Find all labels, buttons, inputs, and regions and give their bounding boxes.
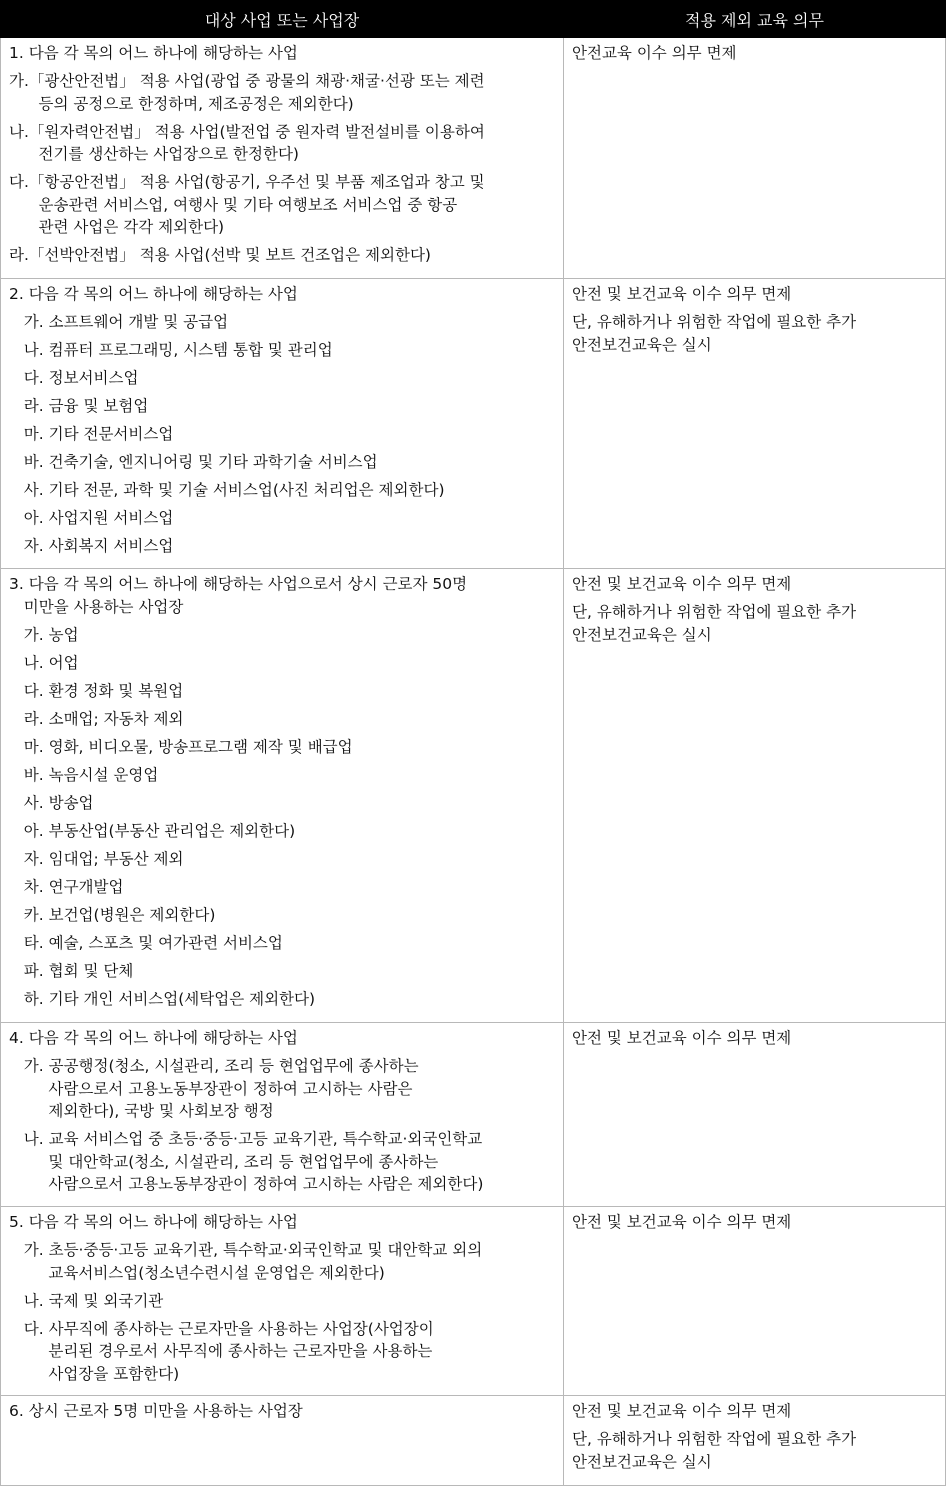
text-line: 안전보건교육은 실시 <box>572 1452 712 1471</box>
text-line: 안전교육 이수 의무 면제 <box>572 44 737 62</box>
text-line: 나. 국제 및 외국기관 <box>9 1291 164 1310</box>
text-line: 전기를 생산하는 사업장으로 한정한다) <box>9 145 299 163</box>
business-item <box>9 573 557 618</box>
business-item <box>9 283 557 306</box>
target-business-cell <box>1 1207 564 1396</box>
text-line: 자. 사회복지 서비스업 <box>9 537 174 555</box>
business-item <box>9 1055 557 1123</box>
text-line: 나.「원자력안전법」 적용 사업(발전업 중 원자력 발전설비를 이용하여 <box>9 122 485 141</box>
business-item <box>9 1400 557 1423</box>
business-item <box>9 1027 557 1050</box>
text-line: 단, 유해하거나 위험한 작업에 필요한 추가 <box>572 313 857 331</box>
business-item <box>9 876 557 899</box>
text-line: 5. 다음 각 목의 어느 하나에 해당하는 사업 <box>9 1213 298 1231</box>
header-exempt-duty: 적용 제외 교육 의무 <box>564 1 946 38</box>
exempt-duty-cell <box>564 38 946 279</box>
business-item <box>9 171 557 239</box>
text-line: 분리된 경우로서 사무직에 종사하는 근로자만을 사용하는 <box>9 1342 433 1360</box>
text-line: 파. 협회 및 단체 <box>9 961 134 980</box>
business-item <box>9 535 557 558</box>
business-item <box>9 42 557 65</box>
text-line: 2. 다음 각 목의 어느 하나에 해당하는 사업 <box>9 285 298 303</box>
table-row <box>1 1023 946 1207</box>
text-line: 및 대안학교(청소, 시설관리, 조리 등 현업업무에 종사하는 <box>9 1152 439 1171</box>
business-item <box>9 792 557 815</box>
text-line: 사. 기타 전문, 과학 및 기술 서비스업(사진 처리업은 제외한다) <box>9 481 445 499</box>
text-line: 다.「항공안전법」 적용 사업(항공기, 우주선 및 부품 제조업과 창고 및 <box>9 173 485 191</box>
text-line: 사업장을 포함한다) <box>9 1364 180 1383</box>
duty-item <box>572 1211 939 1234</box>
business-item <box>9 960 557 983</box>
text-line: 관련 사업은 각각 제외한다) <box>9 218 225 236</box>
text-line: 아. 사업지원 서비스업 <box>9 509 174 527</box>
text-line: 가.「광산안전법」 적용 사업(광업 중 광물의 채광·채굴·선광 또는 제련 <box>9 72 485 90</box>
business-item <box>9 1318 557 1386</box>
text-line: 안전 및 보건교육 이수 의무 면제 <box>572 285 792 303</box>
table-row <box>1 569 946 1023</box>
business-item <box>9 311 557 334</box>
text-line: 바. 건축기술, 엔지니어링 및 기타 과학기술 서비스업 <box>9 453 378 471</box>
text-line: 사람으로서 고용노동부장관이 정하여 고시하는 사람은 <box>9 1079 413 1098</box>
business-item <box>9 904 557 927</box>
business-item <box>9 820 557 843</box>
business-item <box>9 423 557 446</box>
text-line: 가. 농업 <box>9 625 79 644</box>
business-item <box>9 736 557 759</box>
text-line: 3. 다음 각 목의 어느 하나에 해당하는 사업으로서 상시 근로자 50명 <box>9 575 468 593</box>
target-business-cell <box>1 1396 564 1486</box>
target-business-cell <box>1 38 564 279</box>
duty-item <box>572 283 939 306</box>
business-item <box>9 932 557 955</box>
target-business-cell <box>1 1023 564 1207</box>
duty-item <box>572 1027 939 1050</box>
text-line: 운송관련 서비스업, 여행사 및 기타 여행보조 서비스업 중 항공 <box>9 195 458 214</box>
duty-item <box>572 1428 939 1473</box>
business-item <box>9 70 557 115</box>
table-row <box>1 1207 946 1396</box>
text-line: 가. 초등·중등·고등 교육기관, 특수학교·외국인학교 및 대안학교 외의 <box>9 1241 483 1259</box>
text-line: 다. 사무직에 종사하는 근로자만을 사용하는 사업장(사업장이 <box>9 1319 434 1338</box>
text-line: 라.「선박안전법」 적용 사업(선박 및 보트 건조업은 제외한다) <box>9 246 431 264</box>
exempt-duty-cell <box>564 279 946 569</box>
text-line: 나. 어업 <box>9 653 79 672</box>
text-line: 1. 다음 각 목의 어느 하나에 해당하는 사업 <box>9 44 298 62</box>
business-item <box>9 121 557 166</box>
business-item <box>9 624 557 647</box>
text-line: 사람으로서 고용노동부장관이 정하여 고시하는 사람은 제외한다) <box>9 1175 484 1193</box>
business-item <box>9 451 557 474</box>
table-header-row <box>1 1 946 38</box>
text-line: 등의 공정으로 한정하며, 제조공정은 제외한다) <box>9 94 354 113</box>
text-line: 카. 보건업(병원은 제외한다) <box>9 905 216 924</box>
text-line: 제외한다), 국방 및 사회보장 행정 <box>9 1102 274 1120</box>
duty-item <box>572 601 939 646</box>
text-line: 라. 금융 및 보험업 <box>9 397 149 415</box>
exempt-duty-cell <box>564 1207 946 1396</box>
header-target-business: 대상 사업 또는 사업장 <box>1 1 564 38</box>
text-line: 교육서비스업(청소년수련시설 운영업은 제외한다) <box>9 1263 385 1282</box>
duty-item <box>572 42 939 65</box>
text-line: 4. 다음 각 목의 어느 하나에 해당하는 사업 <box>9 1029 298 1047</box>
text-line: 마. 영화, 비디오물, 방송프로그램 제작 및 배급업 <box>9 737 353 756</box>
table-row <box>1 279 946 569</box>
business-item <box>9 1128 557 1196</box>
text-line: 바. 녹음시설 운영업 <box>9 765 159 784</box>
text-line: 안전 및 보건교육 이수 의무 면제 <box>572 1029 792 1047</box>
text-line: 사. 방송업 <box>9 793 94 812</box>
business-item <box>9 367 557 390</box>
business-item <box>9 680 557 703</box>
business-item <box>9 988 557 1011</box>
text-line: 차. 연구개발업 <box>9 877 124 896</box>
text-line: 안전보건교육은 실시 <box>572 335 712 354</box>
target-business-cell <box>1 569 564 1023</box>
business-item <box>9 244 557 267</box>
text-line: 자. 임대업; 부동산 제외 <box>9 849 184 868</box>
business-item <box>9 479 557 502</box>
text-line: 단, 유해하거나 위험한 작업에 필요한 추가 <box>572 1430 857 1448</box>
business-item <box>9 652 557 675</box>
text-line: 라. 소매업; 자동차 제외 <box>9 709 184 728</box>
text-line: 6. 상시 근로자 5명 미만을 사용하는 사업장 <box>9 1402 303 1420</box>
text-line: 다. 환경 정화 및 복원업 <box>9 681 184 700</box>
text-line: 안전 및 보건교육 이수 의무 면제 <box>572 1402 792 1420</box>
text-line: 마. 기타 전문서비스업 <box>9 425 174 443</box>
business-item <box>9 1239 557 1284</box>
business-item <box>9 339 557 362</box>
text-line: 안전 및 보건교육 이수 의무 면제 <box>572 1213 792 1231</box>
text-line: 가. 소프트웨어 개발 및 공급업 <box>9 313 229 331</box>
business-item <box>9 1290 557 1313</box>
exempt-duty-cell <box>564 1023 946 1207</box>
text-line: 가. 공공행정(청소, 시설관리, 조리 등 현업업무에 종사하는 <box>9 1057 419 1075</box>
target-business-cell <box>1 279 564 569</box>
text-line: 미만을 사용하는 사업장 <box>9 597 184 616</box>
text-line: 나. 교육 서비스업 중 초등·중등·고등 교육기관, 특수학교·외국인학교 <box>9 1130 483 1148</box>
text-line: 타. 예술, 스포츠 및 여가관련 서비스업 <box>9 933 283 952</box>
business-item <box>9 764 557 787</box>
table-row <box>1 38 946 279</box>
table-row <box>1 1396 946 1486</box>
duty-item <box>572 1400 939 1423</box>
duty-item <box>572 573 939 596</box>
exempt-duty-cell <box>564 1396 946 1486</box>
business-item <box>9 848 557 871</box>
text-line: 나. 컴퓨터 프로그래밍, 시스템 통합 및 관리업 <box>9 341 333 359</box>
text-line: 하. 기타 개인 서비스업(세탁업은 제외한다) <box>9 989 316 1008</box>
exempt-duty-cell <box>564 569 946 1023</box>
text-line: 안전보건교육은 실시 <box>572 625 712 644</box>
text-line: 안전 및 보건교육 이수 의무 면제 <box>572 575 792 593</box>
text-line: 다. 정보서비스업 <box>9 369 139 387</box>
text-line: 단, 유해하거나 위험한 작업에 필요한 추가 <box>572 603 857 621</box>
text-line: 아. 부동산업(부동산 관리업은 제외한다) <box>9 821 296 840</box>
business-item <box>9 1211 557 1234</box>
business-item <box>9 507 557 530</box>
duty-item <box>572 311 939 356</box>
business-item <box>9 395 557 418</box>
business-item <box>9 708 557 731</box>
